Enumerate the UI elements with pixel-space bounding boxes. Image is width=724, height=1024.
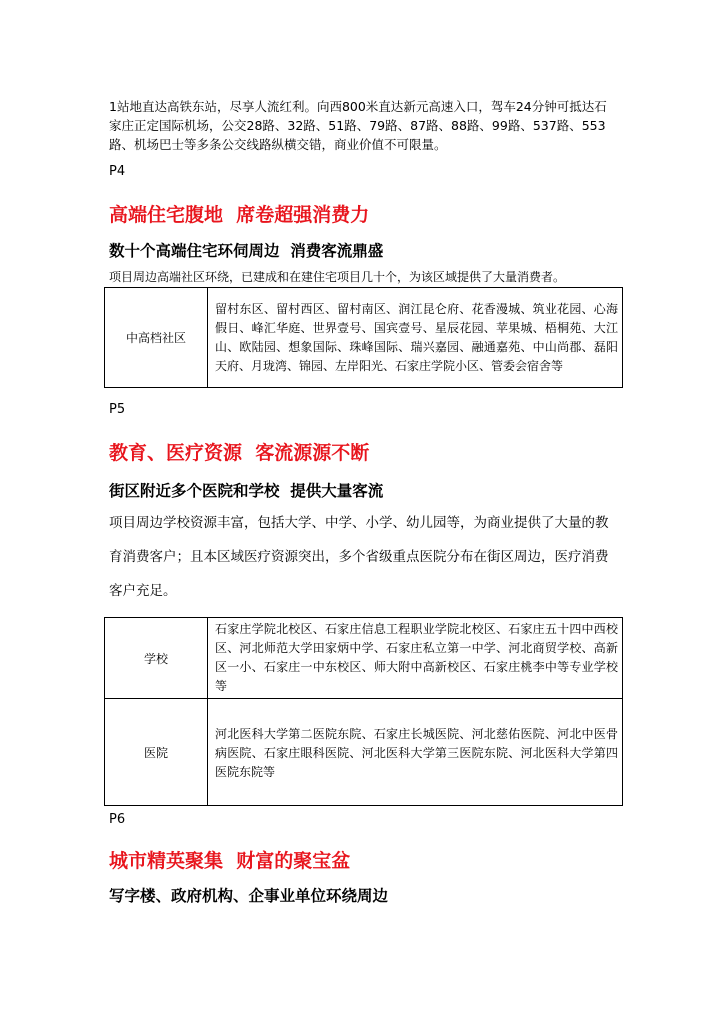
section-title-p4: 高端住宅腹地 席卷超强消费力	[109, 204, 370, 226]
table-row	[105, 699, 623, 806]
school-hospital-table	[104, 617, 623, 806]
page-label-p6: P6	[109, 812, 126, 827]
table-row	[105, 288, 623, 388]
section-description-p4: 项目周边高端社区环绕，已建成和在建住宅项目几十个，为该区域提供了大量消费者。	[109, 270, 566, 284]
table-content-cell: 留村东区、留村西区、留村南区、润江昆仑府、花香漫城、筑业花园、心海假日、峰汇华庭、世界壹号、国宾壹号、星辰花园、苹果城、梧桐苑、大江山、欧陆园、想象国际、珠峰国际、瑞兴嘉园、融通嘉苑、中山尚郡、磊阳天府、月珑湾、锦园、左岸阳光、石家庄学院小区、管委会宿舍等	[208, 288, 623, 388]
section-subtitle-p6: 写字楼、政府机构、企事业单位环绕周边	[109, 887, 389, 905]
table-content-cell: 河北医科大学第二医院东院、石家庄长城医院、河北慈佑医院、河北中医骨病医院、石家庄眼科医院、河北医科大学第三医院东院、河北医科大学第四医院东院等	[208, 699, 623, 806]
table-content-cell: 石家庄学院北校区、石家庄信息工程职业学院北校区、石家庄五十四中西校区、河北师范大学田家炳中学、石家庄私立第一中学、河北商贸学校、高新区一小、石家庄一中东校区、师大附中高新校区、石家庄桃李中等专业学校等	[208, 618, 623, 699]
table-row	[105, 618, 623, 699]
page-label-p4: P4	[109, 164, 126, 179]
section-title-p5: 教育、医疗资源 客流源源不断	[109, 442, 370, 464]
section-title-p6: 城市精英聚集 财富的聚宝盆	[109, 850, 351, 872]
section-subtitle-p5: 街区附近多个医院和学校 提供大量客流	[109, 482, 384, 500]
table-label-cell: 中高档社区	[105, 288, 208, 388]
community-table	[104, 287, 623, 388]
intro-paragraph: 1站地直达高铁东站，尽享人流红利。向西800米直达新元高速入口，驾车24分钟可抵达石家庄正定国际机场，公交28路、32路、51路、79路、87路、88路、99路、537路、553路、机场巴士等多条公交线路纵横交错，商业价值不可限量。	[109, 99, 607, 152]
section-subtitle-p4: 数十个高端住宅环伺周边 消费客流鼎盛	[109, 242, 384, 260]
section-description-p5: 项目周边学校资源丰富，包括大学、中学、小学、幼儿园等，为商业提供了大量的教育消费客户；且本区域医疗资源突出，多个省级重点医院分布在街区周边，医疗消费客户充足。	[109, 515, 609, 599]
page-label-p5: P5	[109, 402, 126, 417]
table-label-cell: 学校	[105, 618, 208, 699]
table-label-cell: 医院	[105, 699, 208, 806]
